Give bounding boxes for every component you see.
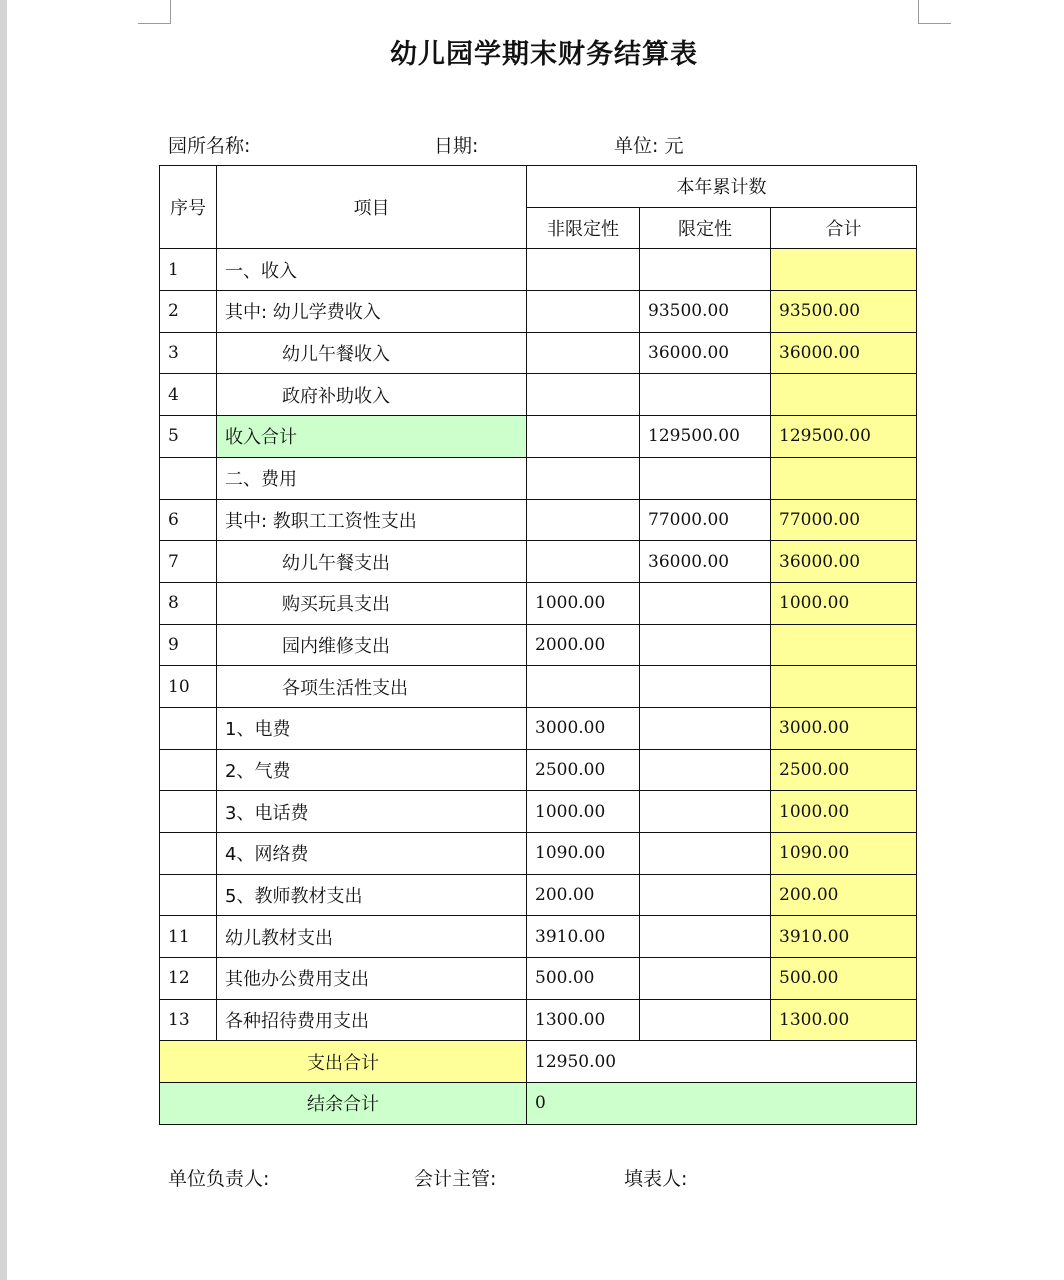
cell-seq[interactable]: 11	[160, 916, 217, 958]
header-year-total: 本年累计数	[527, 166, 917, 208]
org-name-label: 园所名称:	[168, 135, 251, 157]
cell-unrestricted[interactable]: 1000.00	[527, 582, 640, 624]
header-item: 项目	[217, 166, 527, 249]
cell-unrestricted[interactable]: 3910.00	[527, 916, 640, 958]
cell-restricted[interactable]: 36000.00	[640, 541, 771, 583]
cell-seq[interactable]: 5	[160, 416, 217, 458]
cell-seq[interactable]: 1	[160, 249, 217, 291]
cell-total[interactable]: 200.00	[771, 874, 917, 916]
header-seq: 序号	[160, 166, 217, 249]
unit-label: 单位: 元	[614, 135, 684, 157]
table-row	[160, 457, 917, 499]
table-row	[160, 749, 917, 791]
cell-total[interactable]: 1000.00	[771, 791, 917, 833]
cell-unrestricted[interactable]	[527, 291, 640, 333]
cell-total[interactable]: 77000.00	[771, 499, 917, 541]
cell-restricted[interactable]	[640, 624, 771, 666]
cell-restricted[interactable]	[640, 249, 771, 291]
cell-item[interactable]: 4、网络费	[217, 833, 527, 875]
cell-restricted[interactable]	[640, 916, 771, 958]
cell-unrestricted[interactable]	[527, 499, 640, 541]
cell-total[interactable]: 93500.00	[771, 291, 917, 333]
cell-unrestricted[interactable]: 2000.00	[527, 624, 640, 666]
cell-unrestricted[interactable]: 1300.00	[527, 999, 640, 1041]
table-row	[160, 291, 917, 333]
unit-head-signature: 单位负责人:	[168, 1168, 270, 1190]
cell-unrestricted[interactable]	[527, 249, 640, 291]
cell-seq[interactable]: 9	[160, 624, 217, 666]
cell-restricted[interactable]	[640, 374, 771, 416]
cell-item[interactable]: 各项生活性支出	[217, 666, 527, 708]
table-row	[160, 249, 917, 291]
cell-restricted[interactable]	[640, 749, 771, 791]
cell-restricted[interactable]	[640, 707, 771, 749]
cell-seq[interactable]: 12	[160, 958, 217, 1000]
table-row	[160, 874, 917, 916]
balance-total-row	[160, 1083, 917, 1125]
form-filler-signature: 填表人:	[624, 1168, 688, 1190]
cell-unrestricted[interactable]	[527, 457, 640, 499]
cell-item[interactable]: 其中: 幼儿学费收入	[217, 291, 527, 333]
header-total: 合计	[771, 207, 917, 249]
margin-mark-top-left	[138, 0, 171, 24]
cell-total[interactable]: 500.00	[771, 958, 917, 1000]
cell-item[interactable]: 其中: 教职工工资性支出	[217, 499, 527, 541]
header-restricted: 限定性	[640, 207, 771, 249]
cell-seq[interactable]: 2	[160, 291, 217, 333]
cell-restricted[interactable]	[640, 833, 771, 875]
cell-total[interactable]: 1000.00	[771, 582, 917, 624]
cell-seq[interactable]: 8	[160, 582, 217, 624]
settlement-table	[159, 165, 917, 1125]
cell-item[interactable]: 其他办公费用支出	[217, 958, 527, 1000]
table-row	[160, 332, 917, 374]
margin-mark-top-right	[918, 0, 951, 24]
cell-unrestricted[interactable]: 3000.00	[527, 707, 640, 749]
table-row	[160, 958, 917, 1000]
cell-seq[interactable]	[160, 874, 217, 916]
table-row	[160, 374, 917, 416]
cell-unrestricted[interactable]: 500.00	[527, 958, 640, 1000]
cell-item[interactable]: 一、收入	[217, 249, 527, 291]
cell-seq[interactable]: 7	[160, 541, 217, 583]
cell-total[interactable]: 129500.00	[771, 416, 917, 458]
cell-total[interactable]	[771, 624, 917, 666]
cell-restricted[interactable]	[640, 457, 771, 499]
cell-unrestricted[interactable]: 2500.00	[527, 749, 640, 791]
cell-total[interactable]: 1090.00	[771, 833, 917, 875]
cell-item[interactable]: 园内维修支出	[217, 624, 527, 666]
cell-total[interactable]: 36000.00	[771, 541, 917, 583]
cell-total[interactable]	[771, 457, 917, 499]
cell-total[interactable]: 2500.00	[771, 749, 917, 791]
cell-restricted[interactable]	[640, 999, 771, 1041]
page-edge	[0, 0, 7, 1280]
table-row	[160, 582, 917, 624]
table-row	[160, 541, 917, 583]
cell-seq[interactable]: 6	[160, 499, 217, 541]
table-row	[160, 707, 917, 749]
date-label: 日期:	[434, 135, 479, 157]
cell-total[interactable]: 1300.00	[771, 999, 917, 1041]
cell-seq[interactable]	[160, 707, 217, 749]
cell-item[interactable]: 幼儿午餐收入	[217, 332, 527, 374]
cell-restricted[interactable]	[640, 666, 771, 708]
cell-seq[interactable]: 10	[160, 666, 217, 708]
table-row	[160, 416, 917, 458]
cell-restricted[interactable]: 93500.00	[640, 291, 771, 333]
expense-total-row	[160, 1041, 917, 1083]
cell-item[interactable]: 收入合计	[217, 416, 527, 458]
cell-item[interactable]: 1、电费	[217, 707, 527, 749]
cell-restricted[interactable]	[640, 582, 771, 624]
document-title: 幼儿园学期末财务结算表	[390, 39, 698, 70]
cell-unrestricted[interactable]: 1090.00	[527, 833, 640, 875]
cell-seq[interactable]	[160, 457, 217, 499]
cell-item[interactable]: 3、电话费	[217, 791, 527, 833]
cell-total[interactable]: 3000.00	[771, 707, 917, 749]
table-row	[160, 916, 917, 958]
expense-total-value[interactable]: 12950.00	[527, 1041, 917, 1083]
table-row	[160, 791, 917, 833]
cell-restricted[interactable]	[640, 958, 771, 1000]
balance-total-label[interactable]: 结余合计	[160, 1083, 527, 1125]
cell-unrestricted[interactable]	[527, 374, 640, 416]
cell-item[interactable]: 各种招待费用支出	[217, 999, 527, 1041]
cell-restricted[interactable]: 77000.00	[640, 499, 771, 541]
cell-total[interactable]: 3910.00	[771, 916, 917, 958]
cell-item[interactable]: 购买玩具支出	[217, 582, 527, 624]
cell-item[interactable]: 政府补助收入	[217, 374, 527, 416]
cell-restricted[interactable]	[640, 791, 771, 833]
cell-unrestricted[interactable]	[527, 666, 640, 708]
cell-unrestricted[interactable]	[527, 416, 640, 458]
header-unrestricted: 非限定性	[527, 207, 640, 249]
cell-item[interactable]: 幼儿午餐支出	[217, 541, 527, 583]
cell-unrestricted[interactable]: 1000.00	[527, 791, 640, 833]
table-row	[160, 624, 917, 666]
cell-total[interactable]	[771, 666, 917, 708]
table-row	[160, 499, 917, 541]
cell-unrestricted[interactable]	[527, 541, 640, 583]
cell-restricted[interactable]: 36000.00	[640, 332, 771, 374]
cell-item[interactable]: 二、费用	[217, 457, 527, 499]
expense-total-label[interactable]: 支出合计	[160, 1041, 527, 1083]
cell-item[interactable]: 5、教师教材支出	[217, 874, 527, 916]
cell-seq[interactable]: 13	[160, 999, 217, 1041]
balance-total-value[interactable]: 0	[527, 1083, 917, 1125]
cell-total[interactable]: 36000.00	[771, 332, 917, 374]
cell-seq[interactable]	[160, 791, 217, 833]
cell-seq[interactable]	[160, 833, 217, 875]
table-row	[160, 999, 917, 1041]
cell-item[interactable]: 幼儿教材支出	[217, 916, 527, 958]
cell-restricted[interactable]: 129500.00	[640, 416, 771, 458]
cell-unrestricted[interactable]: 200.00	[527, 874, 640, 916]
cell-total[interactable]	[771, 249, 917, 291]
cell-seq[interactable]: 3	[160, 332, 217, 374]
cell-seq[interactable]	[160, 749, 217, 791]
accountant-signature: 会计主管:	[414, 1168, 497, 1190]
table-row	[160, 833, 917, 875]
table-row	[160, 666, 917, 708]
cell-item[interactable]: 2、气费	[217, 749, 527, 791]
cell-seq[interactable]: 4	[160, 374, 217, 416]
cell-restricted[interactable]	[640, 874, 771, 916]
cell-total[interactable]	[771, 374, 917, 416]
cell-unrestricted[interactable]	[527, 332, 640, 374]
